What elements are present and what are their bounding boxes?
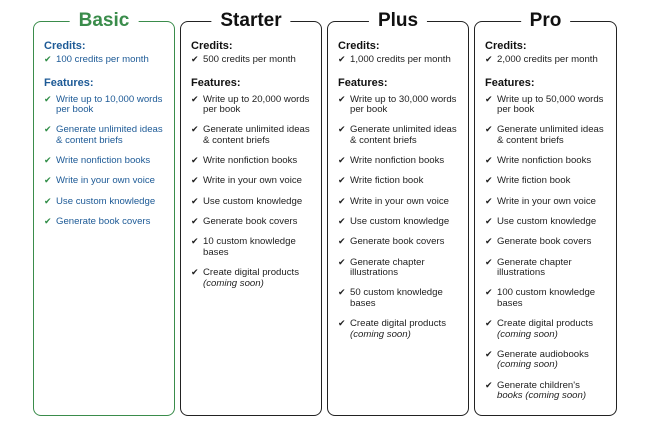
features-heading: Features: — [191, 76, 241, 89]
feature-item — [44, 197, 174, 208]
feature-text-wrap — [203, 197, 321, 208]
check-icon: ✔ — [485, 196, 493, 207]
feature-item — [191, 176, 321, 187]
feature-text-wrap — [497, 288, 616, 309]
feature-text: Write nonfiction books — [350, 155, 445, 167]
feature-item — [191, 268, 321, 289]
credits-heading: Credits: — [485, 40, 527, 52]
feature-text-wrap — [497, 319, 616, 340]
feature-item — [338, 197, 468, 208]
feature-item — [485, 381, 616, 402]
feature-item — [485, 125, 616, 146]
feature-text-wrap — [497, 350, 616, 371]
plan-card-pro — [474, 10, 617, 416]
feature-text: Use custom knowledge — [350, 215, 450, 227]
check-icon: ✔ — [44, 94, 52, 105]
feature-text-wrap — [350, 95, 468, 116]
check-icon: ✔ — [338, 156, 346, 167]
check-icon: ✔ — [485, 94, 493, 105]
feature-text: Generate chapter illustrations — [350, 256, 425, 279]
feature-item — [338, 125, 468, 146]
feature-text: Write in your own voice — [497, 195, 596, 207]
feature-item — [338, 258, 468, 279]
feature-note: (coming soon) — [350, 328, 411, 340]
feature-text: 10 custom knowledge bases — [203, 236, 296, 258]
feature-text-wrap — [497, 125, 616, 146]
check-icon: ✔ — [191, 216, 199, 227]
feature-text-wrap — [350, 237, 468, 248]
features-list — [44, 95, 174, 228]
feature-text: Generate unlimited ideas & content briefs — [497, 124, 604, 146]
feature-text-wrap — [497, 237, 616, 248]
feature-text: Use custom knowledge — [203, 195, 303, 207]
feature-text-wrap — [497, 197, 616, 208]
feature-text: Use custom knowledge — [56, 195, 156, 207]
check-icon: ✔ — [338, 55, 346, 65]
feature-item — [485, 288, 616, 309]
feature-text-wrap — [56, 217, 174, 228]
feature-text: Create digital products — [203, 267, 299, 279]
check-icon: ✔ — [338, 94, 346, 105]
feature-text-wrap — [497, 176, 616, 187]
feature-item — [191, 95, 321, 116]
check-icon: ✔ — [485, 125, 493, 136]
check-icon: ✔ — [485, 380, 493, 391]
feature-text-wrap — [203, 237, 321, 258]
feature-item — [338, 237, 468, 248]
feature-text-wrap — [350, 156, 468, 167]
credits-heading: Credits: — [191, 40, 233, 52]
check-icon: ✔ — [191, 55, 199, 65]
credits-item — [338, 55, 468, 66]
features-list — [338, 95, 468, 341]
feature-text-wrap — [350, 319, 468, 340]
feature-text-wrap — [56, 176, 174, 187]
feature-text-wrap — [497, 381, 616, 402]
feature-item — [338, 176, 468, 187]
check-icon: ✔ — [191, 268, 199, 279]
feature-text: Generate chapter illustrations — [497, 256, 572, 279]
feature-text-wrap — [497, 156, 616, 167]
plan-title: Starter — [211, 9, 290, 33]
feature-text: Write up to 10,000 words per book — [56, 93, 163, 115]
check-icon: ✔ — [485, 257, 493, 268]
feature-text-wrap — [350, 197, 468, 208]
check-icon: ✔ — [191, 156, 199, 167]
feature-text: Write in your own voice — [350, 195, 449, 207]
check-icon: ✔ — [485, 319, 493, 330]
feature-text-wrap — [350, 176, 468, 187]
feature-text-wrap — [56, 197, 174, 208]
feature-text: Create digital products — [350, 318, 446, 330]
check-icon: ✔ — [338, 257, 346, 268]
check-icon: ✔ — [191, 237, 199, 248]
feature-text-wrap — [203, 156, 321, 167]
feature-item — [191, 237, 321, 258]
check-icon: ✔ — [338, 196, 346, 207]
plan-card-basic — [33, 10, 175, 416]
feature-item — [338, 156, 468, 167]
credits-item — [44, 55, 174, 66]
feature-text-wrap — [56, 95, 174, 116]
feature-item — [485, 350, 616, 371]
check-icon: ✔ — [338, 125, 346, 136]
feature-item — [485, 197, 616, 208]
check-icon: ✔ — [485, 237, 493, 248]
credits-item — [485, 55, 616, 66]
check-icon: ✔ — [485, 156, 493, 167]
feature-text-wrap — [203, 217, 321, 228]
feature-text: Write up to 20,000 words per book — [203, 93, 310, 115]
feature-text: Use custom knowledge — [497, 215, 597, 227]
feature-text: Write nonfiction books — [497, 155, 592, 167]
feature-item — [485, 176, 616, 187]
feature-text-wrap — [203, 95, 321, 116]
feature-item — [191, 217, 321, 228]
credits-heading: Credits: — [44, 40, 86, 52]
check-icon: ✔ — [44, 196, 52, 207]
feature-text: 50 custom knowledge bases — [350, 287, 443, 309]
credits-item — [191, 55, 321, 66]
check-icon: ✔ — [44, 176, 52, 187]
feature-item — [44, 176, 174, 187]
feature-text-wrap — [497, 95, 616, 116]
feature-text-wrap — [350, 288, 468, 309]
feature-text-wrap — [203, 176, 321, 187]
check-icon: ✔ — [191, 176, 199, 187]
check-icon: ✔ — [338, 176, 346, 187]
feature-text-wrap — [497, 217, 616, 228]
feature-text-wrap — [56, 156, 174, 167]
check-icon: ✔ — [44, 156, 52, 167]
feature-text: Generate unlimited ideas & content briefs — [203, 124, 310, 146]
feature-text: Generate book covers — [56, 215, 151, 227]
check-icon: ✔ — [485, 176, 493, 187]
check-icon: ✔ — [338, 237, 346, 248]
feature-item — [485, 156, 616, 167]
check-icon: ✔ — [44, 55, 52, 65]
feature-note: books (coming soon) — [497, 390, 587, 402]
feature-item — [44, 125, 174, 146]
credits-text: 100 credits per month — [56, 54, 149, 65]
check-icon: ✔ — [485, 288, 493, 299]
check-icon: ✔ — [485, 216, 493, 227]
feature-item — [485, 217, 616, 228]
feature-text-wrap — [497, 258, 616, 279]
feature-item — [191, 125, 321, 146]
feature-text: Write fiction book — [497, 175, 571, 187]
feature-text: Generate children's — [497, 379, 580, 391]
feature-text: Create digital products — [497, 318, 593, 330]
feature-item — [191, 156, 321, 167]
feature-text: Generate unlimited ideas & content briefs — [350, 124, 457, 146]
features-list — [485, 95, 616, 402]
check-icon: ✔ — [44, 125, 52, 136]
feature-text: Generate book covers — [497, 236, 592, 248]
check-icon: ✔ — [338, 288, 346, 299]
feature-item — [485, 319, 616, 340]
feature-item — [191, 197, 321, 208]
feature-text: Write up to 50,000 words per book — [497, 93, 604, 115]
plan-title: Basic — [70, 9, 139, 33]
check-icon: ✔ — [338, 319, 346, 330]
feature-item — [44, 217, 174, 228]
feature-text: Write up to 30,000 words per book — [350, 93, 457, 115]
plan-card-starter — [180, 10, 322, 416]
feature-text-wrap — [350, 217, 468, 228]
feature-item — [338, 288, 468, 309]
features-list — [191, 95, 321, 290]
features-heading: Features: — [485, 76, 535, 89]
feature-text: Generate audiobooks — [497, 348, 589, 360]
feature-item — [485, 258, 616, 279]
feature-item — [485, 95, 616, 116]
check-icon: ✔ — [485, 349, 493, 360]
check-icon: ✔ — [191, 94, 199, 105]
feature-text: Write nonfiction books — [56, 155, 151, 167]
plan-title: Plus — [369, 9, 427, 33]
feature-text: Write in your own voice — [56, 175, 155, 187]
feature-item — [338, 319, 468, 340]
features-heading: Features: — [44, 76, 94, 89]
plan-title: Pro — [521, 9, 571, 33]
credits-text: 2,000 credits per month — [497, 54, 598, 65]
feature-text: Write fiction book — [350, 175, 424, 187]
feature-text-wrap — [350, 125, 468, 146]
feature-text: 100 custom knowledge bases — [497, 287, 596, 309]
credits-text: 500 credits per month — [203, 54, 296, 65]
check-icon: ✔ — [44, 216, 52, 227]
check-icon: ✔ — [338, 216, 346, 227]
feature-note: (coming soon) — [203, 277, 264, 289]
feature-text: Write in your own voice — [203, 175, 302, 187]
check-icon: ✔ — [191, 196, 199, 207]
credits-text: 1,000 credits per month — [350, 54, 451, 65]
feature-note: (coming soon) — [497, 328, 558, 340]
feature-item — [44, 156, 174, 167]
credits-heading: Credits: — [338, 40, 380, 52]
feature-text: Generate unlimited ideas & content briefs — [56, 124, 163, 146]
feature-item — [338, 217, 468, 228]
feature-text-wrap — [203, 268, 321, 289]
features-heading: Features: — [338, 76, 388, 89]
feature-note: (coming soon) — [497, 359, 558, 371]
feature-text-wrap — [350, 258, 468, 279]
feature-text: Generate book covers — [203, 215, 298, 227]
feature-item — [485, 237, 616, 248]
feature-item — [338, 95, 468, 116]
feature-text-wrap — [203, 125, 321, 146]
plan-card-plus — [327, 10, 469, 416]
feature-text-wrap — [56, 125, 174, 146]
check-icon: ✔ — [191, 125, 199, 136]
feature-text: Write nonfiction books — [203, 155, 298, 167]
feature-text: Generate book covers — [350, 236, 445, 248]
check-icon: ✔ — [485, 55, 493, 65]
feature-item — [44, 95, 174, 116]
